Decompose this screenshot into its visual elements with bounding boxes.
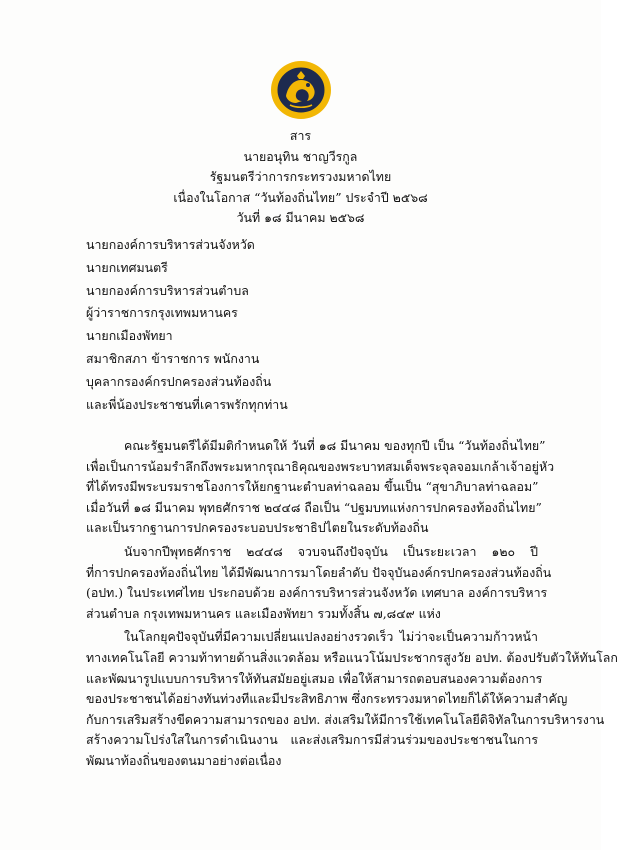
recipient-item: นายกเมืองพัทยา bbox=[86, 328, 173, 344]
paragraph-line: ทางเทคโนโลยี ความท้าทายด้านสิ่งแวดล้อม หรือแนวโน้มประชากรสูงวัย อปท. ต้องปรับตัวให้ทันโลก bbox=[86, 649, 618, 665]
paragraph-line: ที่การปกครองท้องถิ่นไทย ได้มีพัฒนาการมาโดยลำดับ ปัจจุบันองค์กรปกครองส่วนท้องถิ่น bbox=[86, 564, 552, 580]
recipient-item: สมาชิกสภา ข้าราชการ พนักงาน bbox=[86, 350, 260, 366]
minister-name: นายอนุทิน ชาญวีรกูล bbox=[243, 148, 358, 164]
paragraph-line: ในโลกยุคปัจจุบันที่มีความเปลี่ยนแปลงอย่างรวดเร็ว ไม่ว่าจะเป็นความก้าวหน้า bbox=[124, 629, 538, 645]
paragraph-line: ส่วนตำบล กรุงเทพมหานคร และเมืองพัทยา รวมทั้งสิ้น ๗,๘๔๙ แห่ง bbox=[86, 605, 441, 621]
paragraph-line: กับการเสริมสร้างขีดความสามารถของ อปท. ส่งเสริมให้มีการใช้เทคโนโลยีดิจิทัลในการบริหารงาน bbox=[86, 711, 605, 727]
ministry-of-interior-seal-icon bbox=[270, 60, 332, 120]
paragraph-line: และเป็นรากฐานการปกครองระบอบประชาธิปไตยในระดับท้องถิ่น bbox=[86, 520, 429, 536]
recipient-item: นายกเทศมนตรี bbox=[86, 259, 168, 275]
occasion-line: เนื่องในโอกาส “วันท้องถิ่นไทย” ประจำปี ๒๕๖๘ bbox=[173, 189, 428, 205]
paragraph-line: ที่ได้ทรงมีพระบรมราชโองการให้ยกฐานะตำบลท่าฉลอม ขึ้นเป็น “สุขาภิบาลท่าฉลอม” bbox=[86, 479, 539, 495]
paragraph-2 bbox=[86, 542, 552, 624]
recipient-item: ผู้ว่าราชการกรุงเทพมหานคร bbox=[86, 305, 238, 321]
paragraph-line: เมื่อวันที่ ๑๘ มีนาคม พุทธศักราช ๒๔๔๘ ถือเป็น “ปฐมบทแห่งการปกครองท้องถิ่นไทย” bbox=[86, 499, 542, 515]
message-title: สาร bbox=[289, 128, 312, 143]
paragraph-line: คณะรัฐมนตรีได้มีมติกำหนดให้ วันที่ ๑๘ มีนาคม ของทุกปี เป็น “วันท้องถิ่นไทย” bbox=[124, 438, 546, 453]
paragraph-line: และพัฒนารูปแบบการบริหารให้ทันสมัยอยู่เสมอ เพื่อให้สามารถตอบสนองความต้องการ bbox=[86, 670, 543, 686]
recipient-item: นายกองค์การบริหารส่วนตำบล bbox=[86, 282, 249, 298]
recipient-item: นายกองค์การบริหารส่วนจังหวัด bbox=[86, 237, 255, 252]
paragraph-3 bbox=[86, 627, 618, 771]
paragraph-1 bbox=[86, 436, 555, 539]
message-date: วันที่ ๑๘ มีนาคม ๒๕๖๘ bbox=[236, 210, 365, 225]
paragraph-line: เพื่อเป็นการน้อมรำลึกถึงพระมหากรุณาธิคุณของพระบาทสมเด็จพระจุลจอมเกล้าเจ้าอยู่หัว bbox=[86, 458, 555, 474]
paragraph-line: ของประชาชนได้อย่างทันท่วงทีและมีประสิทธิภาพ ซึ่งกระทรวงมหาดไทยก็ได้ให้ความสำคัญ bbox=[86, 691, 568, 707]
recipient-item: และพี่น้องประชาชนที่เคารพรักทุกท่าน bbox=[86, 396, 288, 412]
recipient-list bbox=[86, 234, 288, 416]
paragraph-line: สร้างความโปร่งใสในการดำเนินงาน และส่งเสริมการมีส่วนร่วมของประชาชนในการ bbox=[86, 732, 538, 748]
paragraph-line: นับจากปีพุทธศักราช ๒๔๔๘ จวบจนถึงปัจจุบัน เป็นระยะเวลา ๑๒๐ ปี bbox=[124, 543, 538, 559]
paragraph-line: (อปท.) ในประเทศไทย ประกอบด้วย องค์การบริหารส่วนจังหวัด เทศบาล องค์การบริหาร bbox=[86, 585, 548, 601]
minister-position: รัฐมนตรีว่าการกระทรวงมหาดไทย bbox=[209, 169, 392, 184]
message-heading bbox=[0, 126, 601, 229]
paragraph-line: พัฒนาท้องถิ่นของตนมาอย่างต่อเนื่อง bbox=[86, 752, 282, 768]
recipient-item: บุคลากรองค์กรปกครองส่วนท้องถิ่น bbox=[86, 373, 272, 389]
message-body bbox=[86, 436, 618, 772]
